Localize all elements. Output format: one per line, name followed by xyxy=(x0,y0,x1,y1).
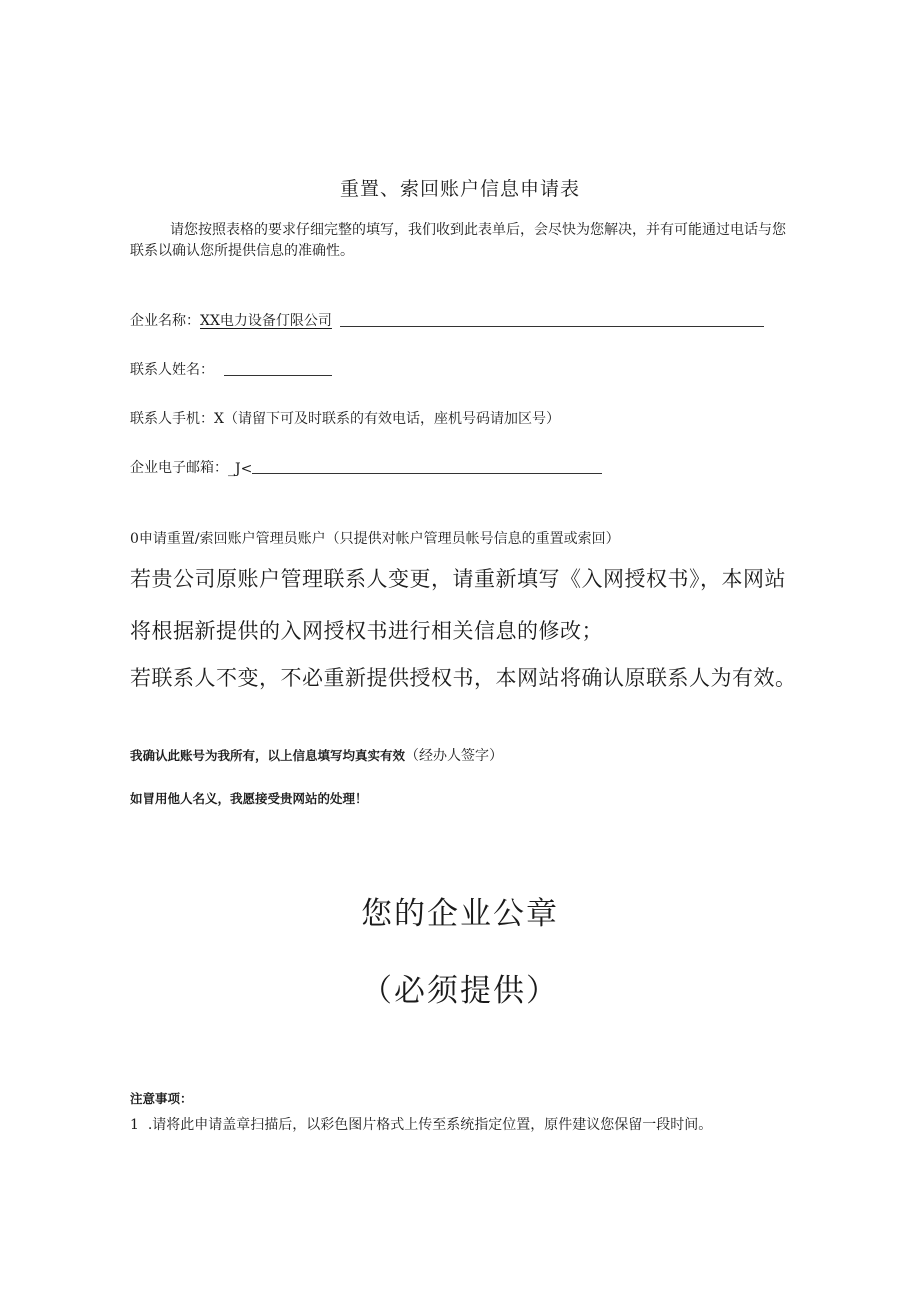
contact-phone-label: 联系人手机： xyxy=(130,411,214,427)
document-title: 重置、索回账户信息申请表 xyxy=(339,178,580,200)
confirmation-statement: 我确认此账号为我所有，以上信息填写均真实有效 xyxy=(130,748,406,763)
notes-item-number: 1 xyxy=(130,1117,139,1133)
notes-item-1 xyxy=(130,1114,712,1134)
email-label: 企业电子邮箱： xyxy=(130,460,228,476)
notice-line-1: 若贵公司原账户管理联系人变更，请重新填写《入网授权书》，本网站 xyxy=(130,567,786,591)
email-value[interactable]: _J< xyxy=(228,461,253,477)
confirmation-line-1 xyxy=(130,745,503,765)
notes-heading: 注意事项： xyxy=(130,1091,193,1106)
intro-paragraph: 请您按照表格的要求仔细完整的填写，我们收到此表单后，会尽快为您解决，并有可能通过电话与您联系以确认您所提供信息的准确性。 xyxy=(130,222,786,259)
company-name-field xyxy=(130,310,764,330)
company-name-label: 企业名称： xyxy=(130,313,200,329)
confirmation-line-2: 如冒用他人名义，我愿接受贵网站的处理！ xyxy=(130,791,368,806)
company-name-underline xyxy=(340,325,764,327)
reset-admin-option[interactable]: 0申请重置/索回账户管理员账户（只提供对帐户管理员帐号信息的重置或索回） xyxy=(130,531,620,547)
company-name-value[interactable]: XX电力设备仃限公司 xyxy=(200,313,332,329)
contact-name-input-line[interactable] xyxy=(224,374,332,376)
notice-line-3: 若联系人不变，不必重新提供授权书，本网站将确认原联系人为有效。 xyxy=(130,666,797,690)
signature-hint: （经办人签字） xyxy=(405,748,504,764)
notice-line-2: 将根据新提供的入网授权书进行相关信息的修改； xyxy=(130,619,603,643)
contact-name-label: 联系人姓名： xyxy=(130,362,214,378)
contact-phone-value[interactable]: X（请留下可及时联系的有效电话，座机号码请加区号） xyxy=(214,411,560,427)
contact-name-field xyxy=(130,359,332,379)
seal-placeholder-line-2: （必须提供） xyxy=(361,973,559,1009)
seal-placeholder-line-1: 您的企业公章 xyxy=(361,896,559,932)
contact-phone-field xyxy=(130,408,560,428)
email-field xyxy=(130,457,602,477)
email-underline xyxy=(252,472,602,474)
notes-item-text: .请将此申请盖章扫描后，以彩色图片格式上传至系统指定位置，原件建议您保留一段时间。 xyxy=(147,1117,713,1133)
